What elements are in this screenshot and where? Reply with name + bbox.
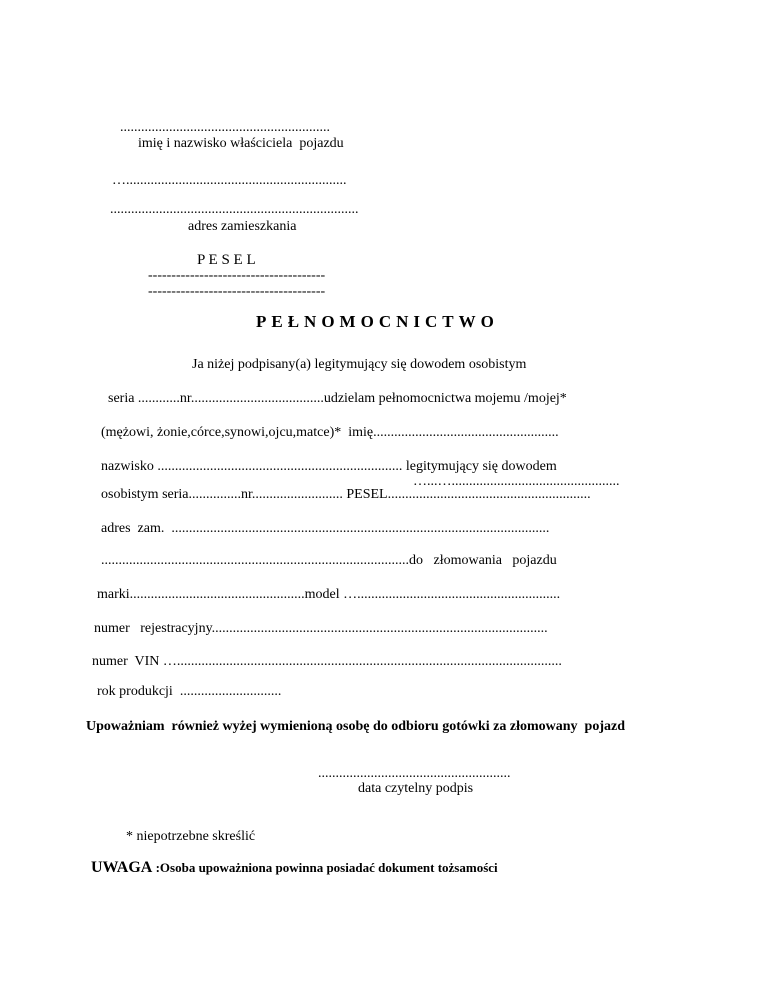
pesel-dash-1: -------------------------------------- <box>148 268 326 283</box>
dots-right-line: …...…................................................ <box>413 474 620 489</box>
numer-rej-line: numer rejestracyjny................................................................................................ <box>94 621 548 636</box>
address-line-2: ....................................................................... <box>110 202 359 217</box>
seria-line: seria ............nr......................................udzielam pełnomocnictwa mojemu /mojej* <box>108 391 567 406</box>
rok-line: rok produkcji ............................. <box>97 684 282 699</box>
osobistym-line: osobistym seria...............nr.......................... PESEL.......................................................... <box>101 487 591 502</box>
adres-line: adres zam. ............................................................................................................ <box>101 521 550 536</box>
uwaga-note <box>91 860 498 877</box>
vin-line: numer VIN ….............................................................................................................. <box>92 654 562 669</box>
signature-dots: ....................................................... <box>318 766 511 781</box>
nazwisko-line: nazwisko ...................................................................... legitymujący się dowodem <box>101 459 557 474</box>
uwaga-text: :Osoba upoważniona powinna posiadać dokument tożsamości <box>152 860 498 875</box>
zlomowania-line: ........................................................................................do złomowania pojazdu <box>101 553 557 568</box>
owner-name-dots: ............................................................ <box>120 120 330 135</box>
address-label: adres zamieszkania <box>188 219 297 234</box>
owner-name-label: imię i nazwisko właściciela pojazdu <box>138 136 344 151</box>
marki-line: marki..................................................model ….......................................................... <box>97 587 561 602</box>
pesel-dash-2: -------------------------------------- <box>148 284 326 299</box>
authorization-line: Upoważniam również wyżej wymienioną osobę do odbioru gotówki za złomowany pojazd <box>86 719 625 734</box>
signature-label: data czytelny podpis <box>358 781 474 796</box>
uwaga-label: UWAGA <box>91 859 153 876</box>
address-line-1: …............................................................... <box>112 173 347 188</box>
relatives-line: (mężowi, żonie,córce,synowi,ojcu,matce)* imię..................................................... <box>101 425 559 440</box>
footnote: * niepotrzebne skreślić <box>126 829 256 844</box>
pesel-label: P E S E L <box>197 252 256 268</box>
intro-line: Ja niżej podpisany(a) legitymujący się dowodem osobistym <box>192 357 527 372</box>
document-title: PEŁNOMOCNICTWO <box>256 312 499 331</box>
